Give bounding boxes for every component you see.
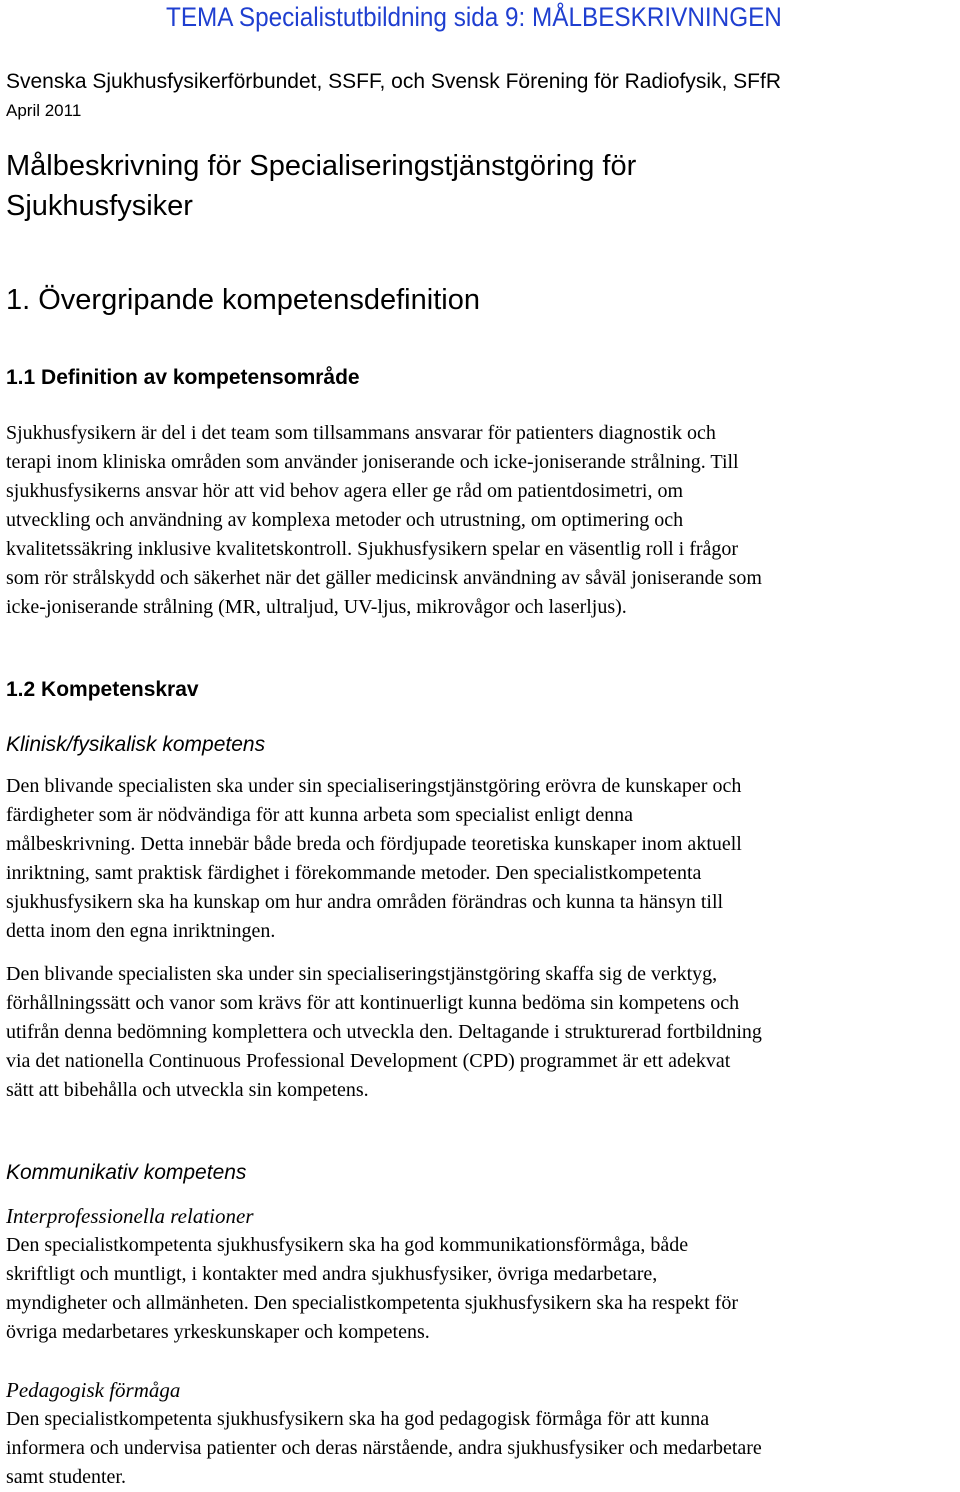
paragraph-line: detta inom den egna inriktningen. [6, 920, 276, 942]
subsection-heading: 1.2 Kompetenskrav [6, 678, 199, 701]
paragraph-line: förhållningssätt och vanor som krävs för att kontinuerligt kunna bedöma sin kompetens och [6, 992, 740, 1014]
paragraph-line: Den blivande specialisten ska under sin specialiseringstjänstgöring skaffa sig de verktyg, [6, 963, 718, 985]
topic-heading: Pedagogisk förmåga [6, 1378, 181, 1402]
paragraph-line: utifrån denna bedömning komplettera och utveckla den. Deltagande i strukturerad fortbildning [6, 1021, 762, 1043]
paragraph-line: inriktning, samt praktisk färdighet i förekommande metoder. Den specialistkompetenta [6, 862, 702, 884]
paragraph-line: utveckling och användning av komplexa metoder och utrustning, om optimering och [6, 509, 684, 531]
paragraph-line: Sjukhusfysikern är del i det team som tillsammans ansvarar för patienters diagnostik och [6, 422, 716, 444]
paragraph-line: terapi inom kliniska områden som använder joniserande och icke-joniserande strålning. Till [6, 451, 739, 473]
paragraph-line: sjukhusfysikerns ansvar hör att vid behov agera eller ge råd om patientdosimetri, om [6, 480, 684, 502]
competence-heading: Kommunikativ kompetens [6, 1161, 247, 1184]
subsection-heading: 1.1 Definition av kompetensområde [6, 366, 360, 389]
paragraph-line: icke-joniserande strålning (MR, ultraljud, UV-ljus, mikrovågor och laserljus). [6, 596, 627, 618]
definition-paragraph [6, 419, 960, 622]
organization-line: Svenska Sjukhusfysikerförbundet, SSFF, och Svensk Förening för Radiofysik, SFfR [6, 70, 782, 93]
paragraph-line: informera och undervisa patienter och deras närstående, andra sjukhusfysiker och medarbetare [6, 1437, 762, 1459]
pedagogical-paragraph [6, 1405, 960, 1492]
paragraph-line: Den specialistkompetenta sjukhusfysikern ska ha god pedagogisk förmåga för att kunna [6, 1408, 710, 1430]
interprofessional-paragraph [6, 1231, 960, 1347]
paragraph-line: via det nationella Continuous Professional Development (CPD) programmet är ett adekvat [6, 1050, 731, 1072]
title-line: Sjukhusfysiker [6, 190, 193, 222]
clinical-paragraph-2 [6, 960, 960, 1105]
paragraph-line: färdigheter som är nödvändiga för att kunna arbeta som specialist enligt denna [6, 804, 634, 826]
topic-heading: Interprofessionella relationer [6, 1204, 254, 1228]
clinical-paragraph-1 [6, 772, 960, 946]
paragraph-line: samt studenter. [6, 1466, 126, 1488]
title-line: Målbeskrivning för Specialiseringstjänstgöring för [6, 150, 637, 182]
paragraph-line: sätt att bibehålla och utveckla sin kompetens. [6, 1079, 369, 1101]
competence-heading: Klinisk/fysikalisk kompetens [6, 733, 266, 756]
paragraph-line: som rör strålskydd och säkerhet när det gäller medicinsk användning av såväl joniserande som [6, 567, 762, 589]
publication-date: April 2011 [6, 101, 82, 120]
paragraph-line: skriftligt och muntligt, i kontakter med andra sjukhusfysiker, övriga medarbetare, [6, 1263, 658, 1285]
document-banner: TEMA Specialistutbildning sida 9: MÅLBESKRIVNINGEN [166, 2, 782, 32]
paragraph-line: Den blivande specialisten ska under sin specialiseringstjänstgöring erövra de kunskaper och [6, 775, 742, 797]
paragraph-line: kvalitetssäkring inklusive kvalitetskontroll. Sjukhusfysikern spelar en väsentlig roll i frågor [6, 538, 739, 560]
paragraph-line: myndigheter och allmänheten. Den specialistkompetenta sjukhusfysikern ska ha respekt för [6, 1292, 739, 1314]
section-heading: 1. Övergripande kompetensdefinition [6, 284, 480, 316]
paragraph-line: övriga medarbetares yrkeskunskaper och kompetens. [6, 1321, 430, 1343]
paragraph-line: sjukhusfysikern ska ha kunskap om hur andra områden förändras och kunna ta hänsyn till [6, 891, 724, 913]
paragraph-line: Den specialistkompetenta sjukhusfysikern ska ha god kommunikationsförmåga, både [6, 1234, 689, 1256]
document-title [6, 146, 636, 226]
paragraph-line: målbeskrivning. Detta innebär både breda och fördjupade teoretiska kunskaper inom aktuell [6, 833, 742, 855]
